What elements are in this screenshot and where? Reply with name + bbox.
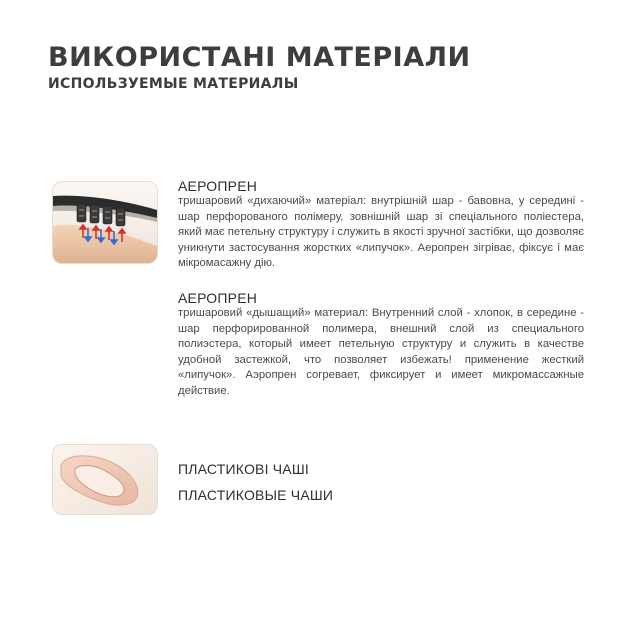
aeroprene-ru-block — [178, 290, 584, 399]
page-title: ВИКОРИСТАНІ МАТЕРІАЛИ — [48, 42, 471, 73]
aeroprene-layers-icon — [52, 181, 158, 264]
material-name-ru: АЕРОПРЕН — [178, 290, 258, 306]
aeroprene-ua-block — [178, 178, 584, 272]
material-description-ua: тришаровий «дихаючий» матеріал: внутрішній шар - бавовна, у середині - шар перфорованого полімеру, зовнішній шар зі спеціального поліестера, який має петельну структуру і служить в якості зручної застібки, що дозволяє уникнути застосування жорстких «липучок». Аеропрен зігріває, фіксує і має мікромасажну дію. — [178, 195, 584, 269]
plastic-cups-ua: ПЛАСТИКОВІ ЧАШІ — [178, 461, 309, 477]
material-name-ua: АЕРОПРЕН — [178, 178, 258, 194]
material-description-ru: тришаровий «дышащий» материал: Внутренний слой - хлопок, в середине - шар перфорированной полимера, внешний слой из специального полиэстера, который имеет петельную структуру и служить в качестве удобной застежкой, что позволяет избежать! применение жесткий «липучок». Аэропрен согревает, фиксирует и имеет микромассажные действие. — [178, 307, 584, 397]
page-subtitle: ИСПОЛЬЗУЕМЫЕ МАТЕРИАЛЫ — [48, 76, 299, 92]
plastic-cups-ru: ПЛАСТИКОВЫЕ ЧАШИ — [178, 487, 334, 503]
plastic-cup-icon — [52, 444, 158, 515]
